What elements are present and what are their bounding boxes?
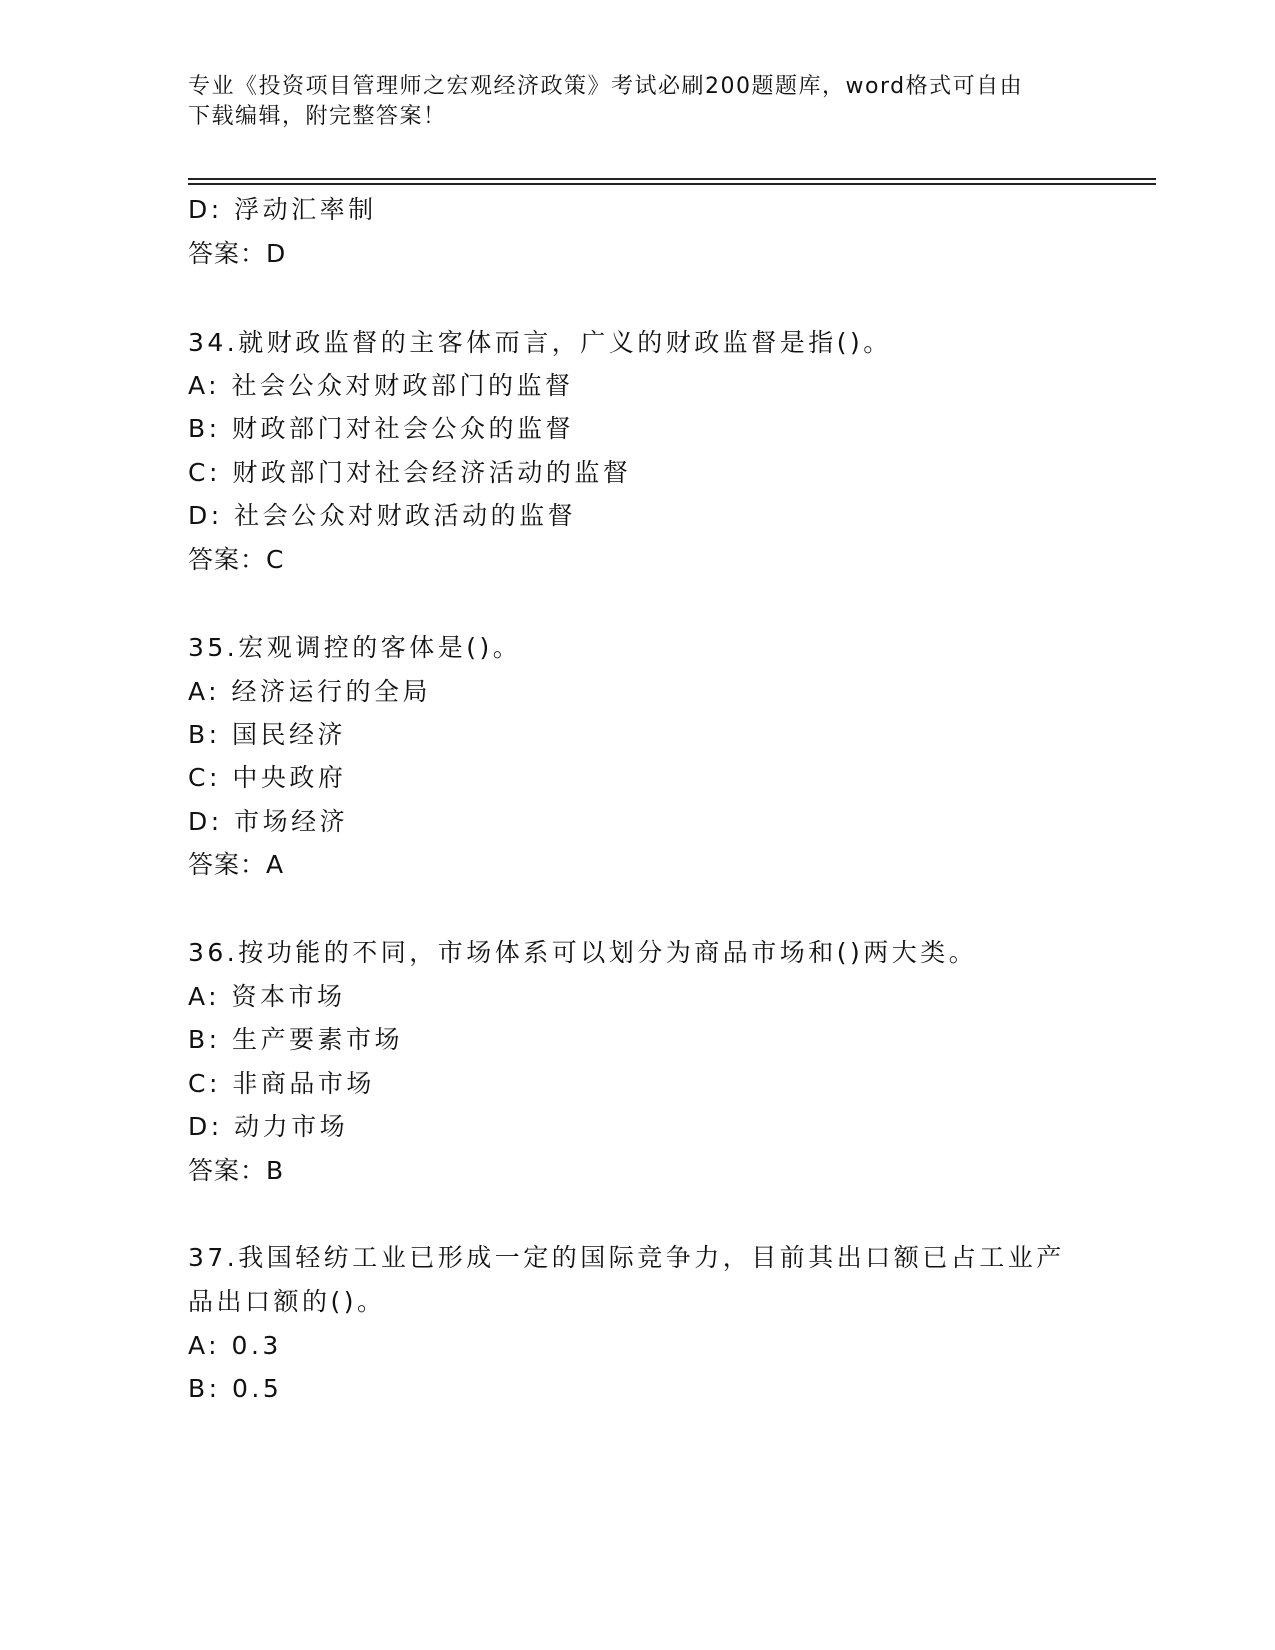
q35-answer: 答案：A [188, 850, 285, 879]
q37-question-line-1: 37.我国轻纺工业已形成一定的国际竞争力，目前其出口额已占工业产 [188, 1243, 1065, 1272]
q34-question: 34.就财政监督的主客体而言，广义的财政监督是指()。 [188, 328, 892, 357]
q34-option-a: A: 社会公众对财政部门的监督 [188, 371, 574, 400]
q35-option-a: A: 经济运行的全局 [188, 677, 432, 706]
q37-question-line-2: 品出口额的()。 [188, 1287, 386, 1316]
header-line-2: 下载编辑，附完整答案！ [188, 104, 447, 129]
q36-option-b: B: 生产要素市场 [188, 1025, 404, 1054]
q35-option-b: B: 国民经济 [188, 720, 347, 749]
q34-answer: 答案：C [188, 545, 285, 574]
q36-option-d: D: 动力市场 [188, 1112, 349, 1141]
q36-option-c: C: 非商品市场 [188, 1069, 375, 1098]
q34-option-b: B: 财政部门对社会公众的监督 [188, 414, 575, 443]
q35-option-c: C: 中央政府 [188, 763, 347, 792]
q35-question: 35.宏观调控的客体是()。 [188, 633, 522, 662]
q35-option-d: D: 市场经济 [188, 807, 349, 836]
q34-option-d: D: 社会公众对财政活动的监督 [188, 501, 577, 530]
q36-answer: 答案：B [188, 1156, 285, 1185]
header-divider-top [188, 178, 1156, 180]
q36-option-a: A: 资本市场 [188, 982, 346, 1011]
q37-option-a: A: 0.3 [188, 1331, 282, 1360]
q33-option-d: D: 浮动汇率制 [188, 195, 377, 224]
q37-option-b: B: 0.5 [188, 1374, 283, 1403]
q33-answer: 答案：D [188, 239, 287, 268]
header-line-1: 专业《投资项目管理师之宏观经济政策》考试必刷200题题库，word格式可自由 [188, 74, 1024, 99]
q36-question: 36.按功能的不同，市场体系可以划分为商品市场和()两大类。 [188, 938, 978, 967]
header-divider-bottom [188, 183, 1156, 185]
document-header [188, 72, 1088, 132]
q34-option-c: C: 财政部门对社会经济活动的监督 [188, 458, 632, 487]
